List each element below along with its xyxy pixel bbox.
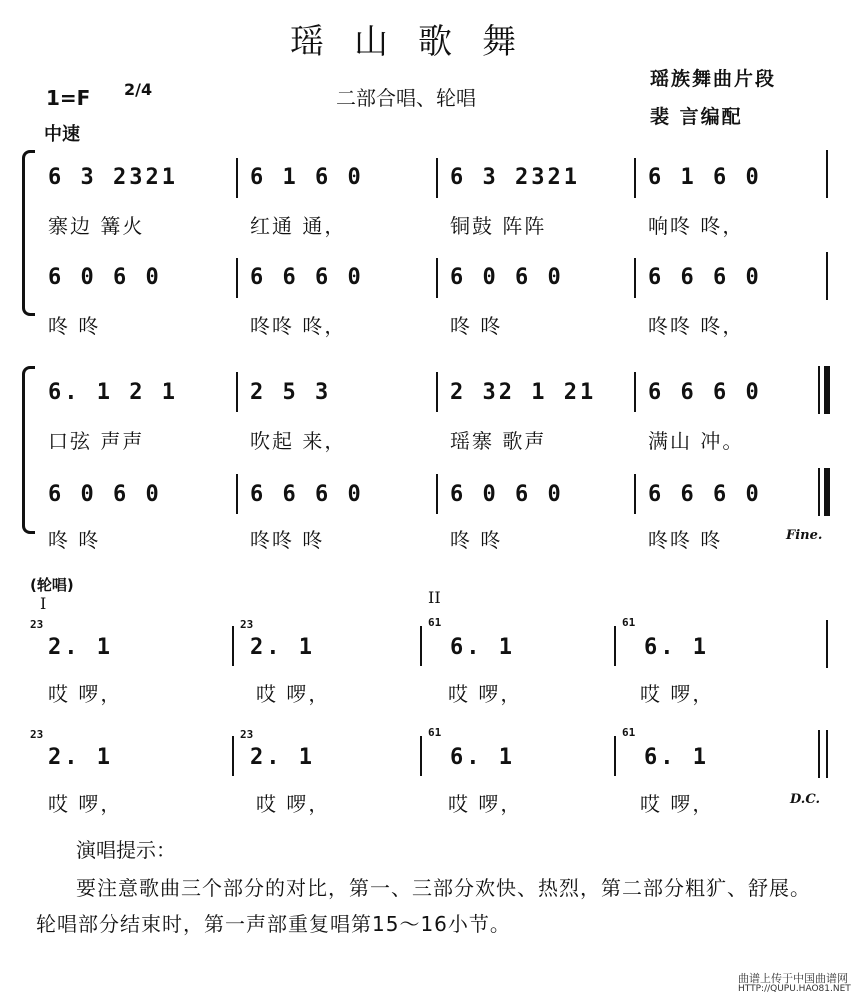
final-barline: [824, 468, 830, 516]
footer-watermark: 曲谱上传于中国曲谱网: [738, 972, 848, 985]
measure-notes: 6 6 6 0: [250, 482, 364, 507]
grace-note: 61: [622, 616, 636, 629]
lyric-line: 寨边 篝火: [48, 214, 145, 238]
lyric-line: 吹起 来，: [250, 429, 347, 453]
measure-notes: 2 5 3: [250, 380, 332, 405]
lyric-line: 咚咚 咚: [648, 528, 723, 552]
measure-notes: 2. 1: [48, 745, 113, 770]
subtitle: 二部合唱、轮唱: [336, 86, 476, 110]
barline: [826, 730, 828, 778]
barline: [818, 730, 820, 778]
tempo-marking: 中速: [44, 124, 80, 145]
system-bracket: [22, 366, 35, 534]
measure-notes: 6. 1: [450, 745, 515, 770]
barline: [436, 258, 438, 298]
barline: [634, 258, 636, 298]
tips-heading: 演唱提示：: [76, 838, 176, 862]
lyric-line: 满山 冲。: [648, 429, 745, 453]
source-credit: 瑶族舞曲片段: [650, 68, 777, 90]
dc-mark: D.C.: [790, 792, 820, 807]
barline: [436, 474, 438, 514]
lyric-line: 咚 咚: [450, 528, 503, 552]
lyric-line: 咚咚 咚: [250, 528, 325, 552]
lyric-line: 哎 啰，: [640, 682, 715, 706]
lyric-line: 哎 啰，: [256, 792, 331, 816]
measure-notes: 6. 1: [450, 635, 515, 660]
lyric-line: 咚咚 咚，: [250, 314, 347, 338]
barline: [420, 626, 422, 666]
measure-notes: 6 3 2321: [450, 165, 580, 190]
lyric-line: 哎 啰，: [640, 792, 715, 816]
lyric-line: 咚 咚: [48, 314, 101, 338]
voice-2-marker: II: [428, 588, 441, 607]
arranger-credit: 裴 言编配: [650, 106, 743, 128]
barline: [236, 372, 238, 412]
lyric-line: 哎 啰，: [48, 682, 123, 706]
round-label: (轮唱): [30, 576, 74, 594]
lyric-line: 瑶寨 歌声: [450, 429, 547, 453]
grace-note: 23: [30, 618, 44, 631]
barline: [236, 158, 238, 198]
barline: [236, 258, 238, 298]
measure-notes: 6 0 6 0: [450, 482, 564, 507]
grace-note: 61: [622, 726, 636, 739]
measure-notes: 2 32 1 21: [450, 380, 597, 405]
barline: [436, 372, 438, 412]
measure-notes: 6. 1: [644, 635, 709, 660]
lyric-line: 哎 啰，: [256, 682, 331, 706]
measure-notes: 6 3 2321: [48, 165, 178, 190]
barline: [634, 474, 636, 514]
measure-notes: 6 6 6 0: [648, 482, 762, 507]
barline: [232, 626, 234, 666]
measure-notes: 6. 1 2 1: [48, 380, 178, 405]
grace-note: 61: [428, 726, 442, 739]
measure-notes: 6 0 6 0: [48, 482, 162, 507]
barline: [420, 736, 422, 776]
lyric-line: 红通 通，: [250, 214, 347, 238]
lyric-line: 口弦 声声: [48, 429, 145, 453]
measure-notes: 6. 1: [644, 745, 709, 770]
measure-notes: 6 6 6 0: [250, 265, 364, 290]
measure-notes: 6 0 6 0: [48, 265, 162, 290]
final-barline: [824, 366, 830, 414]
time-signature: 2/4: [124, 80, 153, 99]
measure-notes: 6 6 6 0: [648, 380, 762, 405]
lyric-line: 咚 咚: [48, 528, 101, 552]
measure-notes: 6 1 6 0: [250, 165, 364, 190]
barline: [826, 150, 828, 198]
barline: [236, 474, 238, 514]
lyric-line: 咚咚 咚，: [648, 314, 745, 338]
tips-body: 要注意歌曲三个部分的对比，第一、三部分欢快、热烈，第二部分粗犷、舒展。轮唱部分结束时，第一声部重复唱第15～16小节。: [36, 876, 811, 936]
lyric-line: 哎 啰，: [448, 792, 523, 816]
song-title: 瑶山歌舞: [290, 22, 546, 62]
grace-note: 23: [240, 728, 254, 741]
lyric-line: 咚 咚: [450, 314, 503, 338]
grace-note: 61: [428, 616, 442, 629]
grace-note: 23: [240, 618, 254, 631]
barline: [826, 620, 828, 668]
lyric-line: 响咚 咚，: [648, 214, 745, 238]
lyric-line: 哎 啰，: [48, 792, 123, 816]
measure-notes: 6 0 6 0: [450, 265, 564, 290]
barline: [634, 372, 636, 412]
barline: [818, 468, 820, 516]
measure-notes: 2. 1: [250, 745, 315, 770]
fine-mark: Fine.: [786, 528, 823, 543]
measure-notes: 2. 1: [48, 635, 113, 660]
barline: [826, 252, 828, 300]
key-signature: 1=F: [46, 86, 91, 110]
barline: [436, 158, 438, 198]
barline: [614, 736, 616, 776]
barline: [614, 626, 616, 666]
grace-note: 23: [30, 728, 44, 741]
voice-1-marker: I: [40, 594, 47, 613]
barline: [634, 158, 636, 198]
barline: [232, 736, 234, 776]
barline: [818, 366, 820, 414]
system-bracket: [22, 150, 35, 316]
measure-notes: 6 1 6 0: [648, 165, 762, 190]
footer-url: HTTP://QUPU.HAO81.NET: [738, 984, 851, 994]
lyric-line: 哎 啰，: [448, 682, 523, 706]
measure-notes: 6 6 6 0: [648, 265, 762, 290]
measure-notes: 2. 1: [250, 635, 315, 660]
lyric-line: 铜鼓 阵阵: [450, 214, 547, 238]
